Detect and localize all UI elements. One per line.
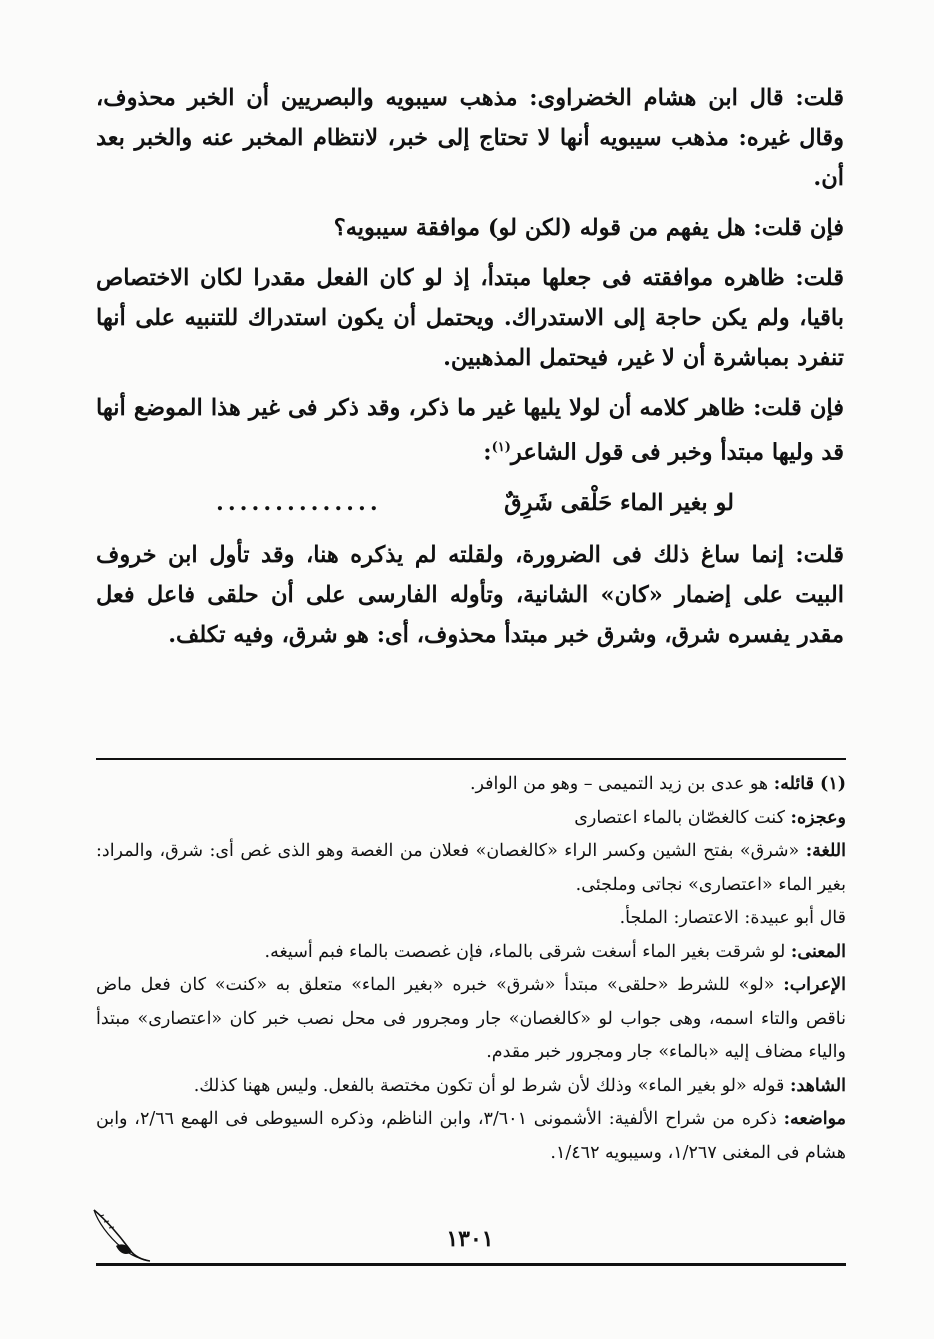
verse-line [96,483,844,523]
main-text [96,78,844,665]
footnote-second-half-text: كنت كالغصّان بالماء اعتصارى [574,807,785,828]
footnote-meaning [96,936,846,970]
footnote-vocabulary-text: «شرق» بفتح الشين وكسر الراء «كالغصان» فعلان من الغصة وهو الذى غص أى: شرق، والمراد: بغير الماء «اعتصارى» نجاتى وملجئى. [96,841,846,895]
paragraph-5: قلت: إنما ساغ ذلك فى الضرورة، ولقلته لم يذكره هنا، وقد تأول ابن خروف البيت على إضمار «كان» الشانية، وتأوله الفارسى على أن حلقى فاعل فعل مقدر يفسره شرق، وشرق خبر مبتدأ محذوف، أى: هو شرق، وفيه تكلف. [96,541,844,648]
footnote-evidence-key: الشاهد: [789,1075,846,1096]
paragraph-1: قلت: قال ابن هشام الخضراوى: مذهب سيبويه والبصريين أن الخبر محذوف، وقال غيره: مذهب سيبويه أنها لا تحتاج إلى خبر، لانتظام المخبر عنه والخبر بعد أن. [96,85,844,191]
paragraph-4-colon: : [483,439,492,466]
footnote-author-key: (١) قائله: [773,774,846,794]
footnote-evidence-text: قوله «لو بغير الماء» وذلك لأن شرط لو أن تكون مختصة بالفعل. وليس ههنا كذلك. [193,1075,785,1096]
footnote-reference: (١) [491,440,511,455]
footnote-vocabulary [96,835,846,902]
page-number: ١٣٠١ [446,1226,494,1252]
footnote-second-half-key: وعجزه: [790,807,846,828]
footnote-meaning-text: لو شرقت بغير الماء أسغت شرقى بالماء، فإن غصصت بالماء فبم أسيغه. [264,941,786,962]
footnote-meaning-key: المعنى: [790,941,846,962]
footnote-divider [96,758,846,760]
footnote-vocabulary-key: اللغة: [805,841,846,861]
footnote-author-text: هو عدى بن زيد التميمى – وهو من الوافر. [469,774,769,794]
footnote-parsing-text: «لو» للشرط «حلقى» مبتدأ «شرق» خبره «بغير الماء» متعلق به «كنت» كان فعل ماض ناقص والتاء اسمه، وهى جواب لو «كالغصان» جار ومجرور فى محل نصب خبر كان «اعتصارى» مبتدأ والياء مضاف إليه «بالماء» جار ومجرور خبر مقدم. [96,975,846,1062]
footnote-parsing-key: الإعراب: [783,975,846,995]
footnote-second-half [96,802,846,836]
footnote-author [96,768,846,802]
verse-first-hemistich: لو بغير الماء حَلْقى شَرِقٌ [504,489,734,516]
verse-second-hemistich: .............. [216,489,382,516]
quill-pen-icon [86,1206,156,1266]
paragraph-4 [96,388,844,473]
paragraph-3: قلت: ظاهره موافقته فى جعلها مبتدأ، إذ لو كان الفعل مقدرا لكان الاختصاص باقيا، ولم يكن حاجة إلى الاستدراك. ويحتمل أن يكون استدراك للتنبيه على أنها تنفرد بمباشرة أن لا غير، فيحتمل المذهبين. [96,265,844,371]
footnotes [96,768,846,1170]
footnote-abu-ubayda: قال أبو عبيدة: الاعتصار: الملجأ. [619,908,846,928]
footnote-sources-key: مواضعه: [783,1109,846,1129]
paragraph-4-text: فإن قلت: ظاهر كلامه أن لولا يليها غير ما ذكر، وقد ذكر فى غير هذا الموضع أنها قد وليها مبتدأ وخبر فى قول الشاعر [96,395,844,466]
footnote-parsing [96,969,846,1070]
page-bottom-rule [96,1263,846,1266]
footnote-sources [96,1103,846,1170]
paragraph-2: فإن قلت: هل يفهم من قوله (لكن لو) موافقة سيبويه؟ [333,215,844,241]
footnote-sources-text: ذكره من شراح الألفية: الأشمونى ٣/٦٠١، وابن الناظم، وذكره السيوطى فى الهمع ٢/٦٦، وابن هشام فى المغنى ١/٢٦٧، وسيبويه ١/٤٦٢. [96,1109,846,1163]
footnote-evidence [96,1070,846,1104]
